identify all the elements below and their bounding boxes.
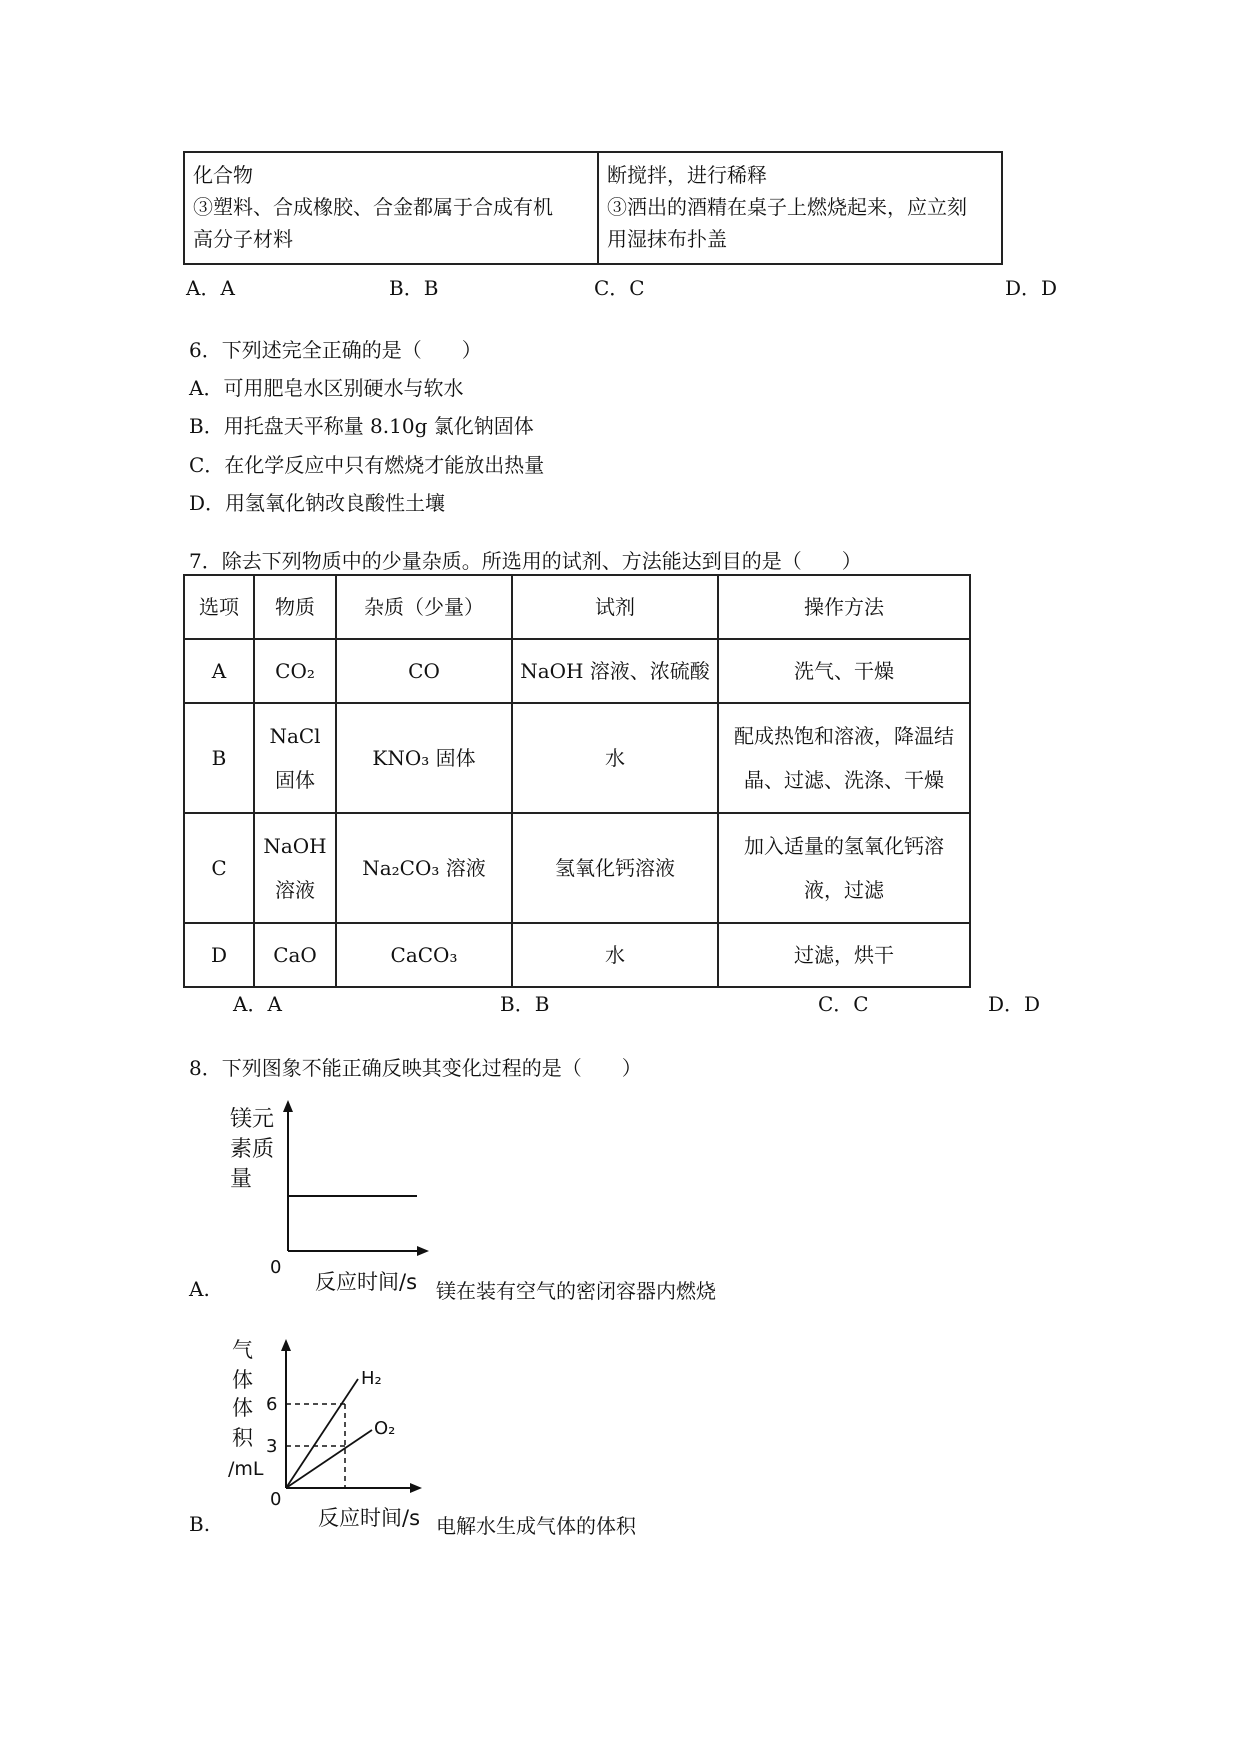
q7-cell-substance: CO₂	[254, 639, 336, 703]
graph-b-ylabel-line: 体	[232, 1396, 253, 1420]
q5-option-d[interactable]: D．D	[1005, 276, 1058, 300]
q7-substance-line: NaCl	[269, 724, 321, 748]
graph-b-axes	[281, 1339, 422, 1493]
q7-method-line: 配成热饱和溶液，降温结	[734, 724, 954, 748]
q7-option-c[interactable]: C．C	[818, 992, 869, 1016]
q7-row-c	[184, 813, 970, 923]
graph-b-series-o2-label: O₂	[374, 1418, 396, 1439]
q5-option-a[interactable]: A．A	[186, 276, 235, 300]
graph-b-y-arrow	[281, 1339, 291, 1351]
graph-b-xlabel: 反应时间/s	[318, 1506, 421, 1530]
graph-a-ylabel-line: 量	[230, 1167, 253, 1192]
graph-b-series-o2	[286, 1430, 372, 1488]
q7-substance-line: NaOH	[263, 834, 327, 858]
graph-b-ylabel-line: 积	[232, 1426, 253, 1450]
graph-a-axes	[283, 1100, 429, 1256]
q7-cell-reagent: 水	[512, 703, 718, 813]
q5-right-line: ③洒出的酒精在桌子上燃烧起来，应立刻	[607, 195, 967, 219]
q6-option-d[interactable]: D．用氢氧化钠改良酸性土壤	[189, 491, 446, 515]
q7-cell-method	[718, 813, 970, 923]
q7-option-a[interactable]: A．A	[233, 992, 282, 1016]
graph-a-ylabel-line: 镁元	[230, 1107, 275, 1132]
graph-b-ytick-6: 6	[266, 1394, 278, 1415]
q7-cell-reagent: 水	[512, 923, 718, 987]
q7-cell-reagent: 氢氧化钙溶液	[512, 813, 718, 923]
graph-b-ylabel-line: 气	[232, 1338, 253, 1362]
graph-b-origin: 0	[270, 1489, 282, 1510]
q7-header: 操作方法	[718, 575, 970, 639]
q7-cell-method	[718, 703, 970, 813]
q7-cell-impurity: CaCO₃	[336, 923, 512, 987]
q8-graph-b	[220, 1333, 440, 1533]
q7-cell-impurity: KNO₃ 固体	[336, 703, 512, 813]
q7-option-d[interactable]: D．D	[988, 992, 1041, 1016]
q6-stem: 6．下列述完全正确的是（ ）	[189, 338, 482, 362]
q7-substance-line: 固体	[275, 768, 315, 792]
graph-a-ylabel-line: 素质	[230, 1137, 275, 1162]
q7-header: 试剂	[512, 575, 718, 639]
q7-method-line: 晶、过滤、洗涤、干燥	[744, 768, 944, 792]
q7-row-d	[184, 923, 970, 987]
q7-cell-substance	[254, 703, 336, 813]
q7-header: 选项	[184, 575, 254, 639]
q5-right-line: 用湿抹布扑盖	[607, 227, 727, 251]
q7-cell-reagent: NaOH 溶液、浓硫酸	[512, 639, 718, 703]
q7-method-line: 液，过滤	[804, 878, 884, 902]
q7-option-b[interactable]: B．B	[500, 992, 550, 1016]
graph-b-series-h2	[286, 1379, 358, 1488]
q7-cell-option: A	[184, 639, 254, 703]
q7-row-b	[184, 703, 970, 813]
graph-b-ytick-3: 3	[266, 1436, 278, 1457]
q7-row-a	[184, 639, 970, 703]
graph-b-ylabel-line: /mL	[228, 1458, 264, 1480]
q7-header: 杂质（少量）	[336, 575, 512, 639]
q7-table	[183, 574, 971, 988]
q8-stem: 8．下列图象不能正确反映其变化过程的是（ ）	[189, 1056, 642, 1080]
q5-cell-left	[184, 152, 598, 264]
q6-option-a[interactable]: A．可用肥皂水区别硬水与软水	[189, 376, 464, 400]
q5-right-line: 断搅拌，进行稀释	[607, 163, 767, 187]
q5-left-line: 高分子材料	[193, 227, 293, 251]
q5-cell-right	[598, 152, 1002, 264]
graph-a-y-arrow	[283, 1100, 293, 1112]
q5-option-b[interactable]: B．B	[389, 276, 439, 300]
q6-option-b[interactable]: B．用托盘天平称量 8.10g 氯化钠固体	[189, 414, 534, 438]
q7-cell-option: C	[184, 813, 254, 923]
graph-a-xlabel: 反应时间/s	[315, 1270, 418, 1294]
q5-left-line: ③塑料、合成橡胶、合金都属于合成有机	[193, 195, 553, 219]
graph-b-series-h2-label: H₂	[361, 1368, 382, 1389]
q8-option-b-caption: 电解水生成气体的体积	[436, 1514, 636, 1538]
q7-cell-method: 洗气、干燥	[718, 639, 970, 703]
q5-left-line: 化合物	[193, 163, 253, 187]
graph-b-ylabel-line: 体	[232, 1368, 253, 1392]
q7-header: 物质	[254, 575, 336, 639]
q7-cell-option: D	[184, 923, 254, 987]
q8-graph-a	[215, 1098, 435, 1298]
q8-option-b-letter[interactable]: B.	[189, 1512, 211, 1536]
q8-option-a-caption: 镁在装有空气的密闭容器内燃烧	[436, 1279, 716, 1303]
q7-cell-substance: CaO	[254, 923, 336, 987]
q7-stem: 7．除去下列物质中的少量杂质。所选用的试剂、方法能达到目的是（ ）	[189, 549, 862, 573]
q7-substance-line: 溶液	[275, 878, 315, 902]
q7-cell-impurity: Na₂CO₃ 溶液	[336, 813, 512, 923]
q5-table	[183, 151, 1003, 265]
graph-a-x-arrow	[417, 1246, 429, 1256]
q6-option-c[interactable]: C．在化学反应中只有燃烧才能放出热量	[189, 453, 545, 477]
graph-a-origin: 0	[270, 1257, 282, 1278]
q7-cell-option: B	[184, 703, 254, 813]
q8-option-a-letter[interactable]: A.	[189, 1277, 210, 1301]
graph-b-x-arrow	[410, 1483, 422, 1493]
q7-cell-method: 过滤，烘干	[718, 923, 970, 987]
q5-option-c[interactable]: C．C	[594, 276, 645, 300]
q7-header-row	[184, 575, 970, 639]
q7-cell-substance	[254, 813, 336, 923]
q7-method-line: 加入适量的氢氧化钙溶	[744, 834, 944, 858]
q7-cell-impurity: CO	[336, 639, 512, 703]
